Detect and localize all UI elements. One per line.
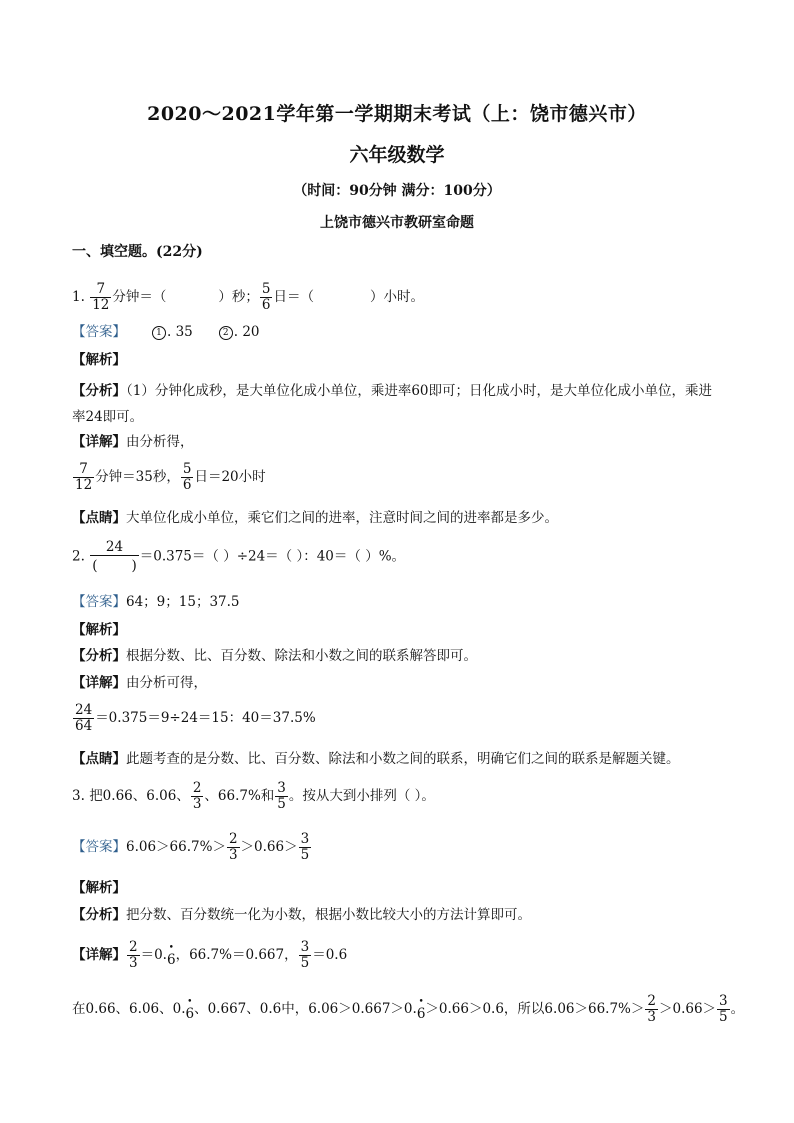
- q1-dianjing: 【点睛】大单位化成小单位，乘它们之间的进率，注意时间之间的进率都是多少。: [72, 510, 558, 526]
- q2-detail: $\frac{24}{64}$ ＝0.375＝9÷24＝15：40＝37.5%: [75, 702, 316, 734]
- exam-author: 上饶市德兴市教研室命题: [320, 215, 474, 231]
- question-2: 2. $\frac{24}{( )}$ ＝0.375＝（ ）÷24＝（ ）：40＝（ ）%。: [72, 539, 406, 574]
- q3-final: 在0.66、6.06、0. • 6 、0.667、0.6中，6.06＞0.667＞0. • 6 ＞0.66＞0.6，所以6.06＞66.7%＞ $\frac{2}{3}$ ＞0.66＞ $\frac{3}{5}$ 。: [72, 993, 745, 1025]
- analysis-label: 【解析】: [72, 352, 126, 368]
- q2-xiangjie: 【详解】由分析可得，: [72, 675, 207, 691]
- answer-1: 【答案】 1 . 35 2 . 20: [72, 324, 260, 340]
- answer-3: 【答案】6.06＞66.7%＞ $\frac{2}{3}$ ＞0.66＞ $\frac{3}{5}$: [72, 831, 310, 863]
- exam-subject: 六年级数学: [349, 144, 445, 166]
- section-heading: 一、填空题。(22分): [72, 244, 203, 260]
- exam-meta: （时间：90分钟 满分：100分）: [293, 183, 501, 199]
- exam-title: 2020～2021学年第一学期期末考试（上：饶市德兴市）: [147, 103, 647, 125]
- fraction: $\frac{7}{12}$: [92, 281, 110, 313]
- question-number: 3.: [72, 788, 85, 804]
- analysis-label: 【解析】: [72, 880, 126, 896]
- q1-fenxi: 【分析】（1）分钟化成秒，是大单位化成小单位，乘进率60即可；日化成小时，是大单位化成小单位，乘进率24即可。: [72, 383, 713, 425]
- question-3: 3. 把0.66、6.06、 $\frac{2}{3}$ 、66.7%和 $\frac{3}{5}$ 。按从大到小排列（ ）。: [72, 780, 435, 812]
- q2-fenxi: 【分析】根据分数、比、百分数、除法和小数之间的联系解答即可。: [72, 648, 477, 664]
- answer-2: 【答案】64；9；15；37.5: [72, 594, 240, 610]
- question-1: 1. $\frac{7}{12}$ 分钟＝（ ）秒； $\frac{5}{6}$ 日＝（ ）小时。: [72, 281, 424, 313]
- question-number: 2.: [72, 548, 85, 565]
- fraction: $\frac{5}{6}$: [261, 281, 271, 313]
- repeating-decimal: • 6: [166, 943, 176, 968]
- q1-detail: $\frac{7}{12}$ 分钟＝35秒， $\frac{5}{6}$ 日＝20小时: [75, 461, 266, 493]
- q3-xiangjie: 【详解】 $\frac{2}{3}$ ＝0. • 6 ，66.7%＝0.667， $\frac{3}{5}$ ＝0.6: [72, 939, 348, 971]
- analysis-label: 【解析】: [72, 622, 126, 638]
- q3-fenxi: 【分析】把分数、百分数统一化为小数，根据小数比较大小的方法计算即可。: [72, 907, 531, 923]
- question-number: 1.: [72, 289, 85, 305]
- q1-xiangjie: 【详解】由分析得，: [72, 434, 194, 450]
- q2-dianjing: 【点睛】此题考查的是分数、比、百分数、除法和小数之间的联系，明确它们之间的联系是解题关键。: [72, 751, 680, 767]
- fraction: $\frac{24}{( )}$: [92, 539, 137, 574]
